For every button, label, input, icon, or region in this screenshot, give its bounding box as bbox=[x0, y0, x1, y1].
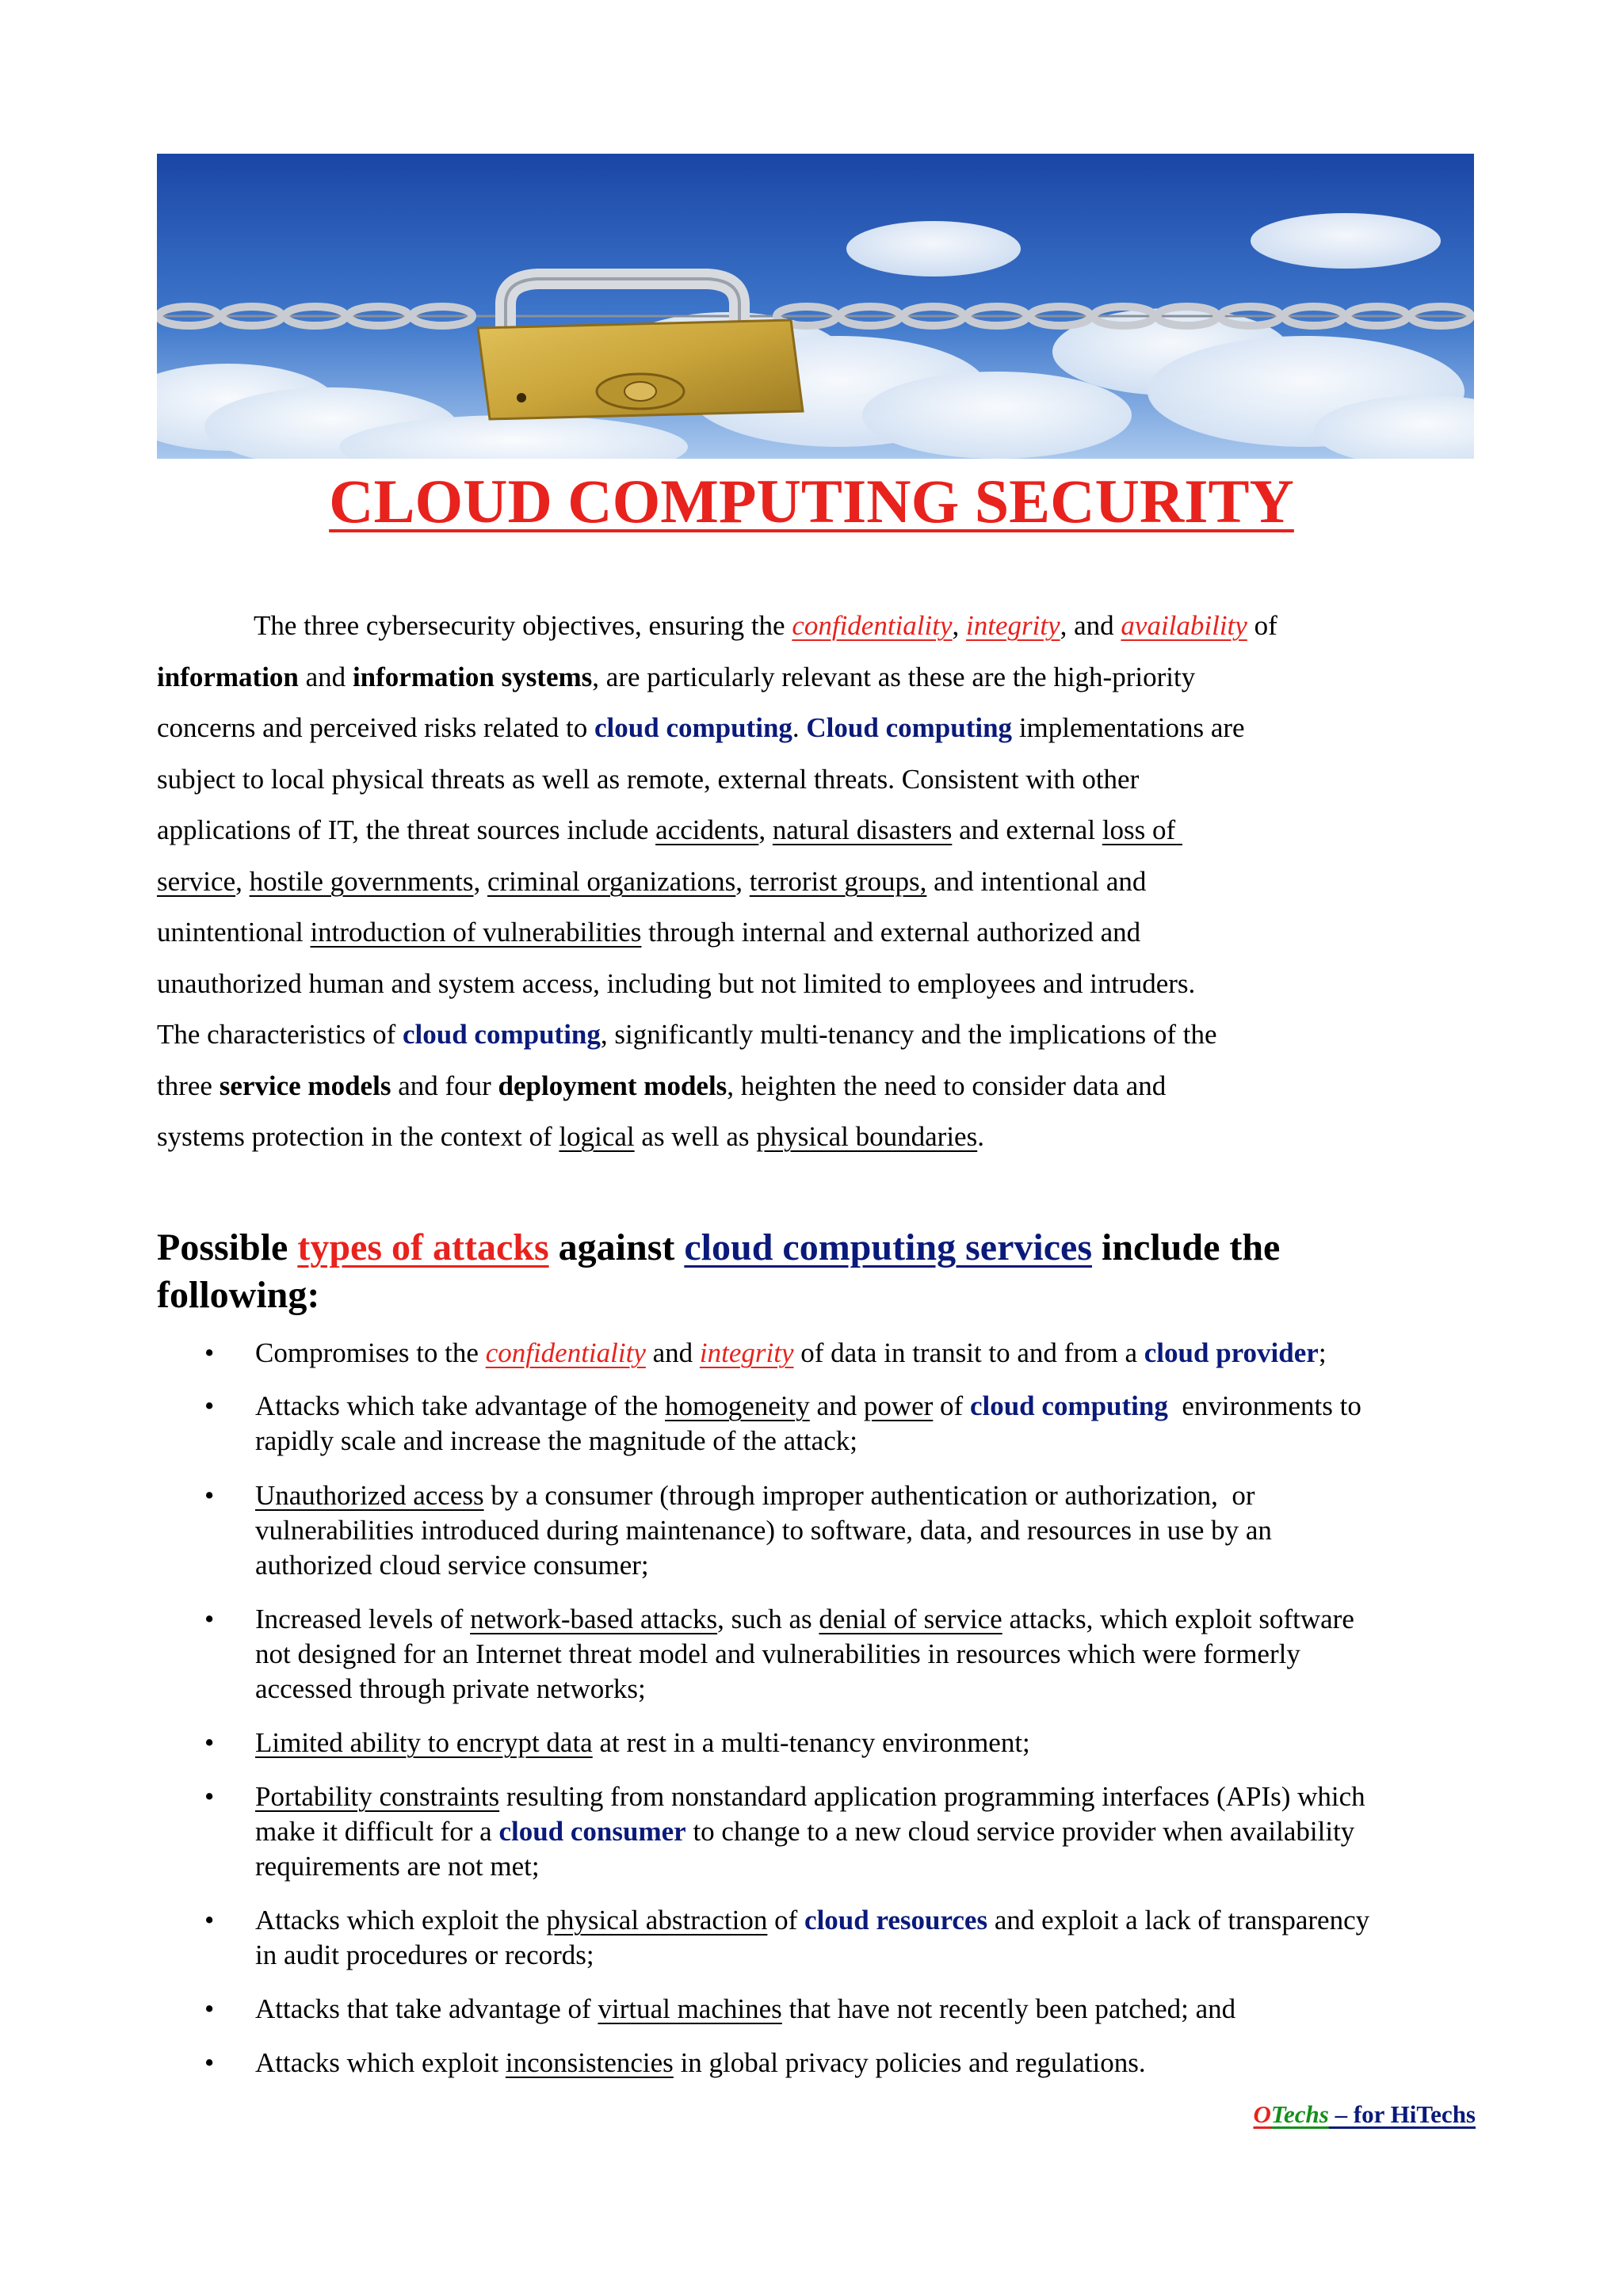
blue-term: cloud consumer bbox=[498, 1816, 686, 1847]
list-item bbox=[255, 1779, 1365, 1814]
footer-tagline: – for HiTechs bbox=[1328, 2100, 1476, 2128]
list-item bbox=[255, 1389, 1361, 1424]
text-run: systems protection in the context of bbox=[157, 1121, 559, 1152]
text-run: applications of IT, the threat sources include bbox=[157, 814, 656, 845]
blue-term: cloud computing bbox=[402, 1019, 601, 1050]
text-run: against bbox=[548, 1226, 685, 1268]
underlined-term: accidents bbox=[655, 814, 759, 845]
underlined-term: physical abstraction bbox=[546, 1905, 768, 1936]
list-item bbox=[255, 1602, 1354, 1637]
paragraph-line bbox=[157, 1119, 984, 1154]
text-run: and bbox=[645, 1337, 700, 1368]
list-item-continuation: authorized cloud service consumer; bbox=[255, 1550, 649, 1581]
list-item bbox=[255, 1478, 1255, 1513]
bullet-icon: • bbox=[204, 1480, 215, 1511]
bullet-icon: • bbox=[204, 1993, 215, 2024]
paragraph-line bbox=[254, 608, 1277, 643]
text-run: resulting from nonstandard application programming interfaces (APIs) which bbox=[499, 1781, 1365, 1812]
bullet-icon: • bbox=[204, 1390, 215, 1421]
list-item bbox=[255, 1992, 1235, 2027]
underlined-term: Unauthorized access bbox=[255, 1480, 484, 1511]
text-run: , bbox=[473, 866, 487, 897]
list-item-continuation: not designed for an Internet threat model and vulnerabilities in resources which were formerly bbox=[255, 1638, 1300, 1669]
text-run: Increased levels of bbox=[255, 1604, 471, 1634]
underlined-term: hostile governments bbox=[249, 866, 474, 897]
bullet-icon: • bbox=[204, 1727, 215, 1758]
bullet-icon: • bbox=[204, 1604, 215, 1634]
text-run: , are particularly relevant as these are the high-priority bbox=[592, 662, 1196, 692]
bold-term: service models bbox=[219, 1070, 391, 1101]
blue-term: cloud provider bbox=[1144, 1337, 1319, 1368]
text-run: Compromises to the bbox=[255, 1337, 486, 1368]
text-run: environments to bbox=[1167, 1390, 1361, 1421]
underlined-term: Portability constraints bbox=[255, 1781, 500, 1812]
list-item bbox=[255, 2046, 1146, 2081]
banner-image bbox=[157, 154, 1474, 459]
text-run: , bbox=[758, 814, 773, 845]
underlined-term: homogeneity bbox=[665, 1390, 810, 1421]
text-run: and bbox=[298, 662, 353, 692]
paragraph-line bbox=[157, 864, 1146, 899]
text-run: by a consumer (through improper authentication or authorization, or bbox=[483, 1480, 1255, 1511]
paragraph-line bbox=[157, 660, 1195, 695]
underlined-term: terrorist groups, bbox=[749, 866, 927, 897]
text-run: that have not recently been patched; and bbox=[781, 1993, 1236, 2024]
text-run: and external bbox=[952, 814, 1102, 845]
footer-o: O bbox=[1253, 2100, 1271, 2128]
text-run: and exploit a lack of transparency bbox=[987, 1905, 1370, 1936]
bullet-icon: • bbox=[204, 2047, 215, 2078]
underlined-term: virtual machines bbox=[598, 1993, 782, 2024]
emphasis-integrity: integrity bbox=[966, 610, 1060, 641]
text-run: , significantly multi-tenancy and the implications of the bbox=[600, 1019, 1217, 1050]
text-run: at rest in a multi-tenancy environment; bbox=[592, 1727, 1030, 1758]
list-item-continuation: accessed through private networks; bbox=[255, 1673, 646, 1704]
emphasis-integrity: integrity bbox=[699, 1337, 794, 1368]
blue-term: cloud resources bbox=[804, 1905, 988, 1936]
text-run: in global privacy policies and regulations. bbox=[673, 2047, 1146, 2078]
bold-term: deployment models bbox=[498, 1070, 727, 1101]
bullet-icon: • bbox=[204, 1337, 215, 1368]
heading-line: following: bbox=[157, 1274, 320, 1316]
underlined-term: loss of bbox=[1102, 814, 1182, 845]
underlined-term: inconsistencies bbox=[505, 2047, 674, 2078]
text-run: , heighten the need to consider data and bbox=[727, 1070, 1167, 1101]
text-run: three bbox=[157, 1070, 220, 1101]
underlined-term: power bbox=[863, 1390, 934, 1421]
underlined-term: Limited ability to encrypt data bbox=[255, 1727, 593, 1758]
text-run: unintentional bbox=[157, 917, 311, 948]
text-run: concerns and perceived risks related to bbox=[157, 712, 594, 743]
padlock-chain-icon bbox=[157, 154, 1474, 459]
text-run: , bbox=[235, 866, 250, 897]
paragraph-line bbox=[157, 915, 1140, 950]
blue-term: cloud computing bbox=[594, 712, 792, 743]
bold-term: information bbox=[157, 662, 299, 692]
list-item bbox=[255, 1336, 1327, 1371]
bullet-icon: • bbox=[204, 1781, 215, 1812]
underlined-term: denial of service bbox=[819, 1604, 1002, 1634]
text-run: to change to a new cloud service provider when availability bbox=[685, 1816, 1355, 1847]
text-run: of bbox=[1247, 610, 1277, 641]
text-run: ; bbox=[1318, 1337, 1327, 1368]
underlined-term: natural disasters bbox=[772, 814, 953, 845]
page-title: CLOUD COMPUTING SECURITY bbox=[329, 467, 1294, 536]
list-item-continuation: requirements are not met; bbox=[255, 1851, 540, 1882]
bold-term: information systems bbox=[352, 662, 593, 692]
text-run: include the bbox=[1092, 1226, 1281, 1268]
paragraph-line bbox=[157, 1017, 1216, 1052]
heading-blue-term: cloud computing services bbox=[684, 1226, 1092, 1268]
text-run: Attacks which exploit the bbox=[255, 1905, 547, 1936]
text-run: and four bbox=[391, 1070, 498, 1101]
list-item-continuation: vulnerabilities introduced during maintenance) to software, data, and resources in use by an bbox=[255, 1515, 1272, 1546]
text-run: implementations are bbox=[1012, 712, 1245, 743]
list-item-continuation: in audit procedures or records; bbox=[255, 1939, 594, 1970]
paragraph-line bbox=[157, 711, 1245, 746]
underlined-term: service bbox=[157, 866, 236, 897]
emphasis-availability: availability bbox=[1121, 610, 1247, 641]
list-item-continuation: rapidly scale and increase the magnitude of the attack; bbox=[255, 1425, 857, 1456]
text-run: as well as bbox=[634, 1121, 757, 1152]
list-item-continuation bbox=[255, 1814, 1354, 1849]
list-item bbox=[255, 1903, 1369, 1938]
list-item bbox=[255, 1726, 1030, 1760]
emphasis-confidentiality: confidentiality bbox=[485, 1337, 646, 1368]
text-run: of data in transit to and from a bbox=[793, 1337, 1144, 1368]
underlined-term: physical boundaries bbox=[756, 1121, 978, 1152]
text-run: Possible bbox=[157, 1226, 298, 1268]
text-run: make it difficult for a bbox=[255, 1816, 499, 1847]
text-run: Attacks that take advantage of bbox=[255, 1993, 598, 2024]
text-run: , bbox=[952, 610, 967, 641]
underlined-term: introduction of vulnerabilities bbox=[310, 917, 642, 948]
text-run: of bbox=[767, 1905, 805, 1936]
heading-red-term: types of attacks bbox=[297, 1226, 549, 1268]
text-run: . bbox=[977, 1121, 984, 1152]
text-run: Attacks which take advantage of the bbox=[255, 1390, 666, 1421]
text-run: and bbox=[809, 1390, 864, 1421]
paragraph-line bbox=[157, 813, 1182, 848]
paragraph-line bbox=[157, 1069, 1166, 1104]
paragraph-line: unauthorized human and system access, including but not limited to employees and intruders. bbox=[157, 968, 1196, 999]
text-run: , such as bbox=[717, 1604, 819, 1634]
text-run: The three cybersecurity objectives, ensuring the bbox=[254, 610, 792, 641]
text-run: , bbox=[735, 866, 750, 897]
underlined-term: criminal organizations bbox=[487, 866, 736, 897]
footer-brand bbox=[1254, 2099, 1476, 2130]
footer-techs: Techs bbox=[1270, 2100, 1329, 2128]
text-run: attacks, which exploit software bbox=[1002, 1604, 1354, 1634]
text-run: through internal and external authorized and bbox=[641, 917, 1141, 948]
text-run: Attacks which exploit bbox=[255, 2047, 506, 2078]
emphasis-confidentiality: confidentiality bbox=[792, 610, 953, 641]
bullet-icon: • bbox=[204, 1905, 215, 1936]
heading-line bbox=[157, 1224, 1280, 1272]
text-run: . bbox=[792, 712, 807, 743]
text-run: of bbox=[933, 1390, 970, 1421]
paragraph-line: subject to local physical threats as well as remote, external threats. Consistent with other bbox=[157, 764, 1140, 795]
blue-term: Cloud computing bbox=[806, 712, 1013, 743]
text-run: and intentional and bbox=[926, 866, 1147, 897]
underlined-term: network-based attacks bbox=[470, 1604, 718, 1634]
underlined-term: logical bbox=[559, 1121, 635, 1152]
text-run: , and bbox=[1060, 610, 1121, 641]
blue-term: cloud computing bbox=[969, 1390, 1168, 1421]
text-run: The characteristics of bbox=[157, 1019, 403, 1050]
